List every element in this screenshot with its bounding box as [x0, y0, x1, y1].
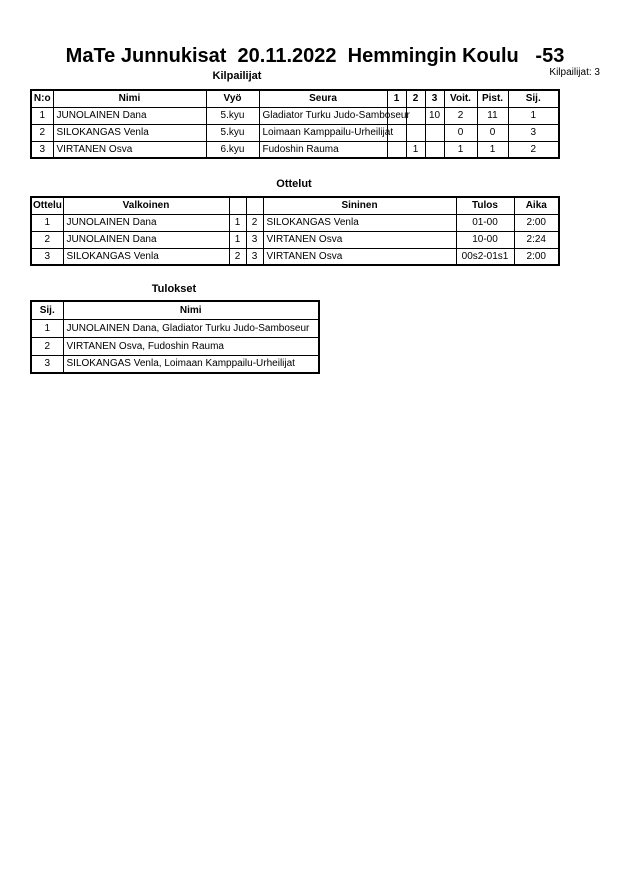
- competitor-club: [259, 124, 394, 141]
- competitors-heading: Kilpailijat: [212, 70, 262, 82]
- result-name: [63, 355, 319, 373]
- result-place: 2: [31, 337, 63, 355]
- col-header-wins: Voit.: [444, 90, 477, 107]
- match-time: 2:00: [514, 214, 559, 231]
- competitor-club-text: Fudoshin Rauma: [262, 143, 339, 155]
- score-vs-3: [425, 141, 444, 158]
- competitor-row: [31, 124, 559, 141]
- competitor-place: 1: [508, 107, 559, 124]
- col-header-white: Valkoinen: [63, 197, 229, 214]
- white-name: SILOKANGAS Venla: [63, 248, 229, 265]
- competitor-points: 0: [477, 124, 508, 141]
- blue-name: SILOKANGAS Venla: [263, 214, 456, 231]
- match-row: [31, 214, 559, 231]
- match-time: 2:24: [514, 231, 559, 248]
- competitors-header-row: [31, 90, 559, 107]
- result-place: 1: [31, 319, 63, 337]
- col-header-points: Pist.: [477, 90, 508, 107]
- competitors-count: Kilpailijat: 3: [549, 67, 600, 78]
- results-table: [30, 300, 320, 374]
- competitors-table: [30, 89, 560, 159]
- result-name: [63, 319, 319, 337]
- competitor-points: 11: [477, 107, 508, 124]
- competitor-row: [31, 141, 559, 158]
- matches-heading: Ottelut: [276, 178, 312, 190]
- result-place: 3: [31, 355, 63, 373]
- competitor-belt: 5.kyu: [206, 107, 259, 124]
- blue-name: VIRTANEN Osva: [263, 248, 456, 265]
- competitor-name: SILOKANGAS Venla: [53, 124, 206, 141]
- competitor-club-text: Gladiator Turku Judo-Samboseur: [262, 110, 410, 121]
- competitor-wins: 2: [444, 107, 477, 124]
- match-result: 00s2-01s1: [456, 248, 514, 265]
- blue-name: VIRTANEN Osva: [263, 231, 456, 248]
- match-row: [31, 231, 559, 248]
- col-header-place: Sij.: [31, 301, 63, 319]
- competitor-no: 2: [31, 124, 53, 141]
- white-name: JUNOLAINEN Dana: [63, 231, 229, 248]
- matches-table: [30, 196, 560, 266]
- white-number: 1: [229, 214, 246, 231]
- col-header-name: Nimi: [53, 90, 206, 107]
- col-header-white-no: [229, 197, 246, 214]
- white-name: JUNOLAINEN Dana: [63, 214, 229, 231]
- competitor-club: [259, 107, 410, 124]
- col-header-match: Ottelu: [31, 197, 63, 214]
- result-name-text: JUNOLAINEN Dana, Gladiator Turku Judo-Samboseur: [66, 322, 310, 334]
- score-vs-3: 10: [425, 107, 444, 124]
- blue-number: 2: [246, 214, 263, 231]
- result-name-text: SILOKANGAS Venla, Loimaan Kamppailu-Urheilijat: [66, 358, 295, 370]
- match-result: 01-00: [456, 214, 514, 231]
- competitor-row: [31, 107, 559, 124]
- blue-number: 3: [246, 231, 263, 248]
- results-heading: Tulokset: [151, 283, 197, 295]
- competitor-name: JUNOLAINEN Dana: [53, 107, 206, 124]
- col-header-result: Tulos: [456, 197, 514, 214]
- col-header-opp3: 3: [425, 90, 444, 107]
- result-name-text: VIRTANEN Osva, Fudoshin Rauma: [66, 340, 224, 352]
- score-vs-2: 1: [406, 141, 425, 158]
- competitor-wins: 1: [444, 141, 477, 158]
- competitor-club-text: Loimaan Kamppailu-Urheilijat: [262, 127, 394, 138]
- match-no: 3: [31, 248, 63, 265]
- competitor-belt: 5.kyu: [206, 124, 259, 141]
- score-vs-3: [425, 124, 444, 141]
- competitor-club: [259, 141, 387, 158]
- col-header-no: N:o: [31, 90, 53, 107]
- competitor-place: 3: [508, 124, 559, 141]
- competitor-belt: 6.kyu: [206, 141, 259, 158]
- competitor-place: 2: [508, 141, 559, 158]
- competitor-points: 1: [477, 141, 508, 158]
- result-name: [63, 337, 319, 355]
- match-result: 10-00: [456, 231, 514, 248]
- score-vs-1: [387, 141, 406, 158]
- match-no: 1: [31, 214, 63, 231]
- col-header-blue: Sininen: [263, 197, 456, 214]
- col-header-club: Seura: [259, 90, 387, 107]
- competitor-no: 3: [31, 141, 53, 158]
- blue-number: 3: [246, 248, 263, 265]
- competitor-wins: 0: [444, 124, 477, 141]
- col-header-blue-no: [246, 197, 263, 214]
- white-number: 2: [229, 248, 246, 265]
- matches-header-row: [31, 197, 559, 214]
- results-header-row: [31, 301, 319, 319]
- competitor-no: 1: [31, 107, 53, 124]
- col-header-opp2: 2: [406, 90, 425, 107]
- col-header-belt: Vyö: [206, 90, 259, 107]
- col-header-time: Aika: [514, 197, 559, 214]
- col-header-name: Nimi: [63, 301, 319, 319]
- result-row: [31, 355, 319, 373]
- col-header-place: Sij.: [508, 90, 559, 107]
- match-time: 2:00: [514, 248, 559, 265]
- competitor-name: VIRTANEN Osva: [53, 141, 206, 158]
- result-row: [31, 319, 319, 337]
- score-vs-2: [406, 124, 425, 141]
- page-title: MaTe Junnukisat 20.11.2022 Hemmingin Koulu -53: [65, 45, 565, 67]
- match-no: 2: [31, 231, 63, 248]
- white-number: 1: [229, 231, 246, 248]
- result-row: [31, 337, 319, 355]
- col-header-opp1: 1: [387, 90, 406, 107]
- match-row: [31, 248, 559, 265]
